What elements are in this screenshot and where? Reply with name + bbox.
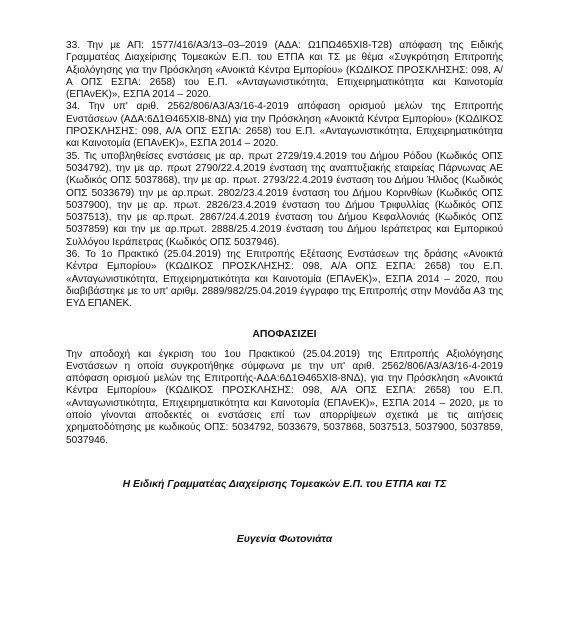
considerations-item-35: 35. Τις υποβληθείσες ενστάσεις με αρ. πρωτ 2729/19.4.2019 του Δήμου Ρόδου (Κωδικός ΟΠΣ 5034792), την με αρ. πρωτ 2790/22.4.2019 ένσταση της αναπτυξιακής εταιρείας Πάρνωνας ΑΕ (Κωδικός ΟΠΣ 5037868), την με αρ. πρωτ. 2793/22.4.2019 ένσταση του Δήμου Ήλιδος (Κωδικός ΟΠΣ 5033679) την με αρ.πρωτ. 2802/23.4.2019 ένσταση του Δήμου Κορινθίων (Κωδικός ΟΠΣ 5037900), την με αρ. πρωτ. 2826/23.4.2019 ένσταση του Δήμου Τριφυλλίας (Κωδικός ΟΠΣ 5037513), την με αρ.πρωτ. 2867/24.4.2019 ένσταση του Δήμου Κεφαλλονιάς (Κωδικός ΟΠΣ 5037859) και την με αρ.πρωτ. 2888/25.4.2019 ένσταση του Δήμου Ιεράπετρας και Εμπορικού Συλλόγου Ιεράπετρας (Κωδικός ΟΠΣ 5037946). xyxy=(66,150,503,248)
decision-heading: ΑΠΟΦΑΣΙΖΕΙ xyxy=(252,328,317,340)
considerations-item-34: 34. Την υπ' αριθ. 2562/806/Α3/Α3/16-4-2019 απόφαση ορισμού μελών της Επιτροπής Ενστάσεων (ΑΔΑ:6Δ1Θ465ΧΙ8-8ΝΔ) για την Πρόσκληση «Ανοικτά Κέντρα Εμπορίου» (ΚΩΔΙΚΟΣ ΠΡΟΣΚΛΗΣΗΣ: 098, Α/Α ΟΠΣ ΕΣΠΑ: 2658) του Ε.Π. «Ανταγωνιστικότητα, Επιχειρηματικότητα και Καινοτομία (ΕΠΑνΕΚ)», ΕΣΠΑ 2014 – 2020. xyxy=(66,101,503,150)
decision-paragraph: Την αποδοχή και έγκριση του 1ου Πρακτικού (25.04.2019) της Επιτροπής Αξιολόγησης Ενστάσεων η οποία συγκροτήθηκε σύμφωνα με την υπ' αριθ. 2562/806/Α3/Α3/16-4-2019 απόφαση ορισμού μελών της Επιτροπής-ΑΔΑ:6Δ1Θ465ΧΙ8-8ΝΔ), για την Πρόσκληση «Ανοικτά Κέντρα Εμπορίου» (ΚΩΔΙΚΟΣ ΠΡΟΣΚΛΗΣΗΣ: 098, Α/Α ΟΠΣ ΕΣΠΑ: 2658) του Ε.Π. «Ανταγωνιστικότητα, Επιχειρηματικότητα και Καινοτομία (ΕΠΑνΕΚ)», ΕΣΠΑ 2014 – 2020, με το οποίο γίνονται αποδεκτές οι ενστάσεις επί των απορρίψεων σχετικά με τις αιτήσεις χρηματοδότησης με κωδικούς ΟΠΣ: 5034792, 5033679, 5037868, 5037513, 5037900, 5037859, 5037946. xyxy=(66,348,503,446)
signer-name: Ευγενία Φωτονιάτα xyxy=(236,533,333,545)
signer-title: Η Ειδική Γραμματέας Διαχείρισης Τομεακών Ε.Π. του ΕΤΠΑ και ΤΣ xyxy=(122,478,447,490)
considerations-item-36: 36. Το 1ο Πρακτικό (25.04.2019) της Επιτροπής Εξέτασης Ενστάσεων της δράσης «Ανοικτά Κέντρα Εμπορίου» (ΚΩΔΙΚΟΣ ΠΡΟΣΚΛΗΣΗΣ: 098, Α/Α ΟΠΣ ΕΣΠΑ: 2658) του Ε.Π. «Ανταγωνιστικότητα, Επιχειρηματικότητα και Καινοτομία (ΕΠΑνΕΚ)», ΕΣΠΑ 2014 – 2020, που διαβιβάστηκε με το υπ' αριθμ. 2889/982/25.04.2019 έγγραφο της Επιτροπής στην Μονάδα Α3 της ΕΥΔ ΕΠΑΝΕΚ. xyxy=(66,249,503,310)
considerations-item-33: 33. Την με ΑΠ: 1577/416/Α3/13–03–2019 (ΑΔΑ: Ω1ΠΩ465ΧΙ8-Τ28) απόφαση της Ειδικής Γραμματέας Διαχείρισης Τομεακών Ε.Π. του ΕΤΠΑ και ΤΣ με θέμα «Συγκρότηση Επιτροπής Αξιολόγησης για την Πρόσκληση «Ανοικτά Κέντρα Εμπορίου» (ΚΩΔΙΚΟΣ ΠΡΟΣΚΛΗΣΗΣ: 098, Α/Α ΟΠΣ ΕΣΠΑ: 2658) του Ε.Π. «Ανταγωνιστικότητα, Επιχειρηματικότητα και Καινοτομία (ΕΠΑνΕΚ)», ΕΣΠΑ 2014 – 2020. xyxy=(66,40,503,101)
